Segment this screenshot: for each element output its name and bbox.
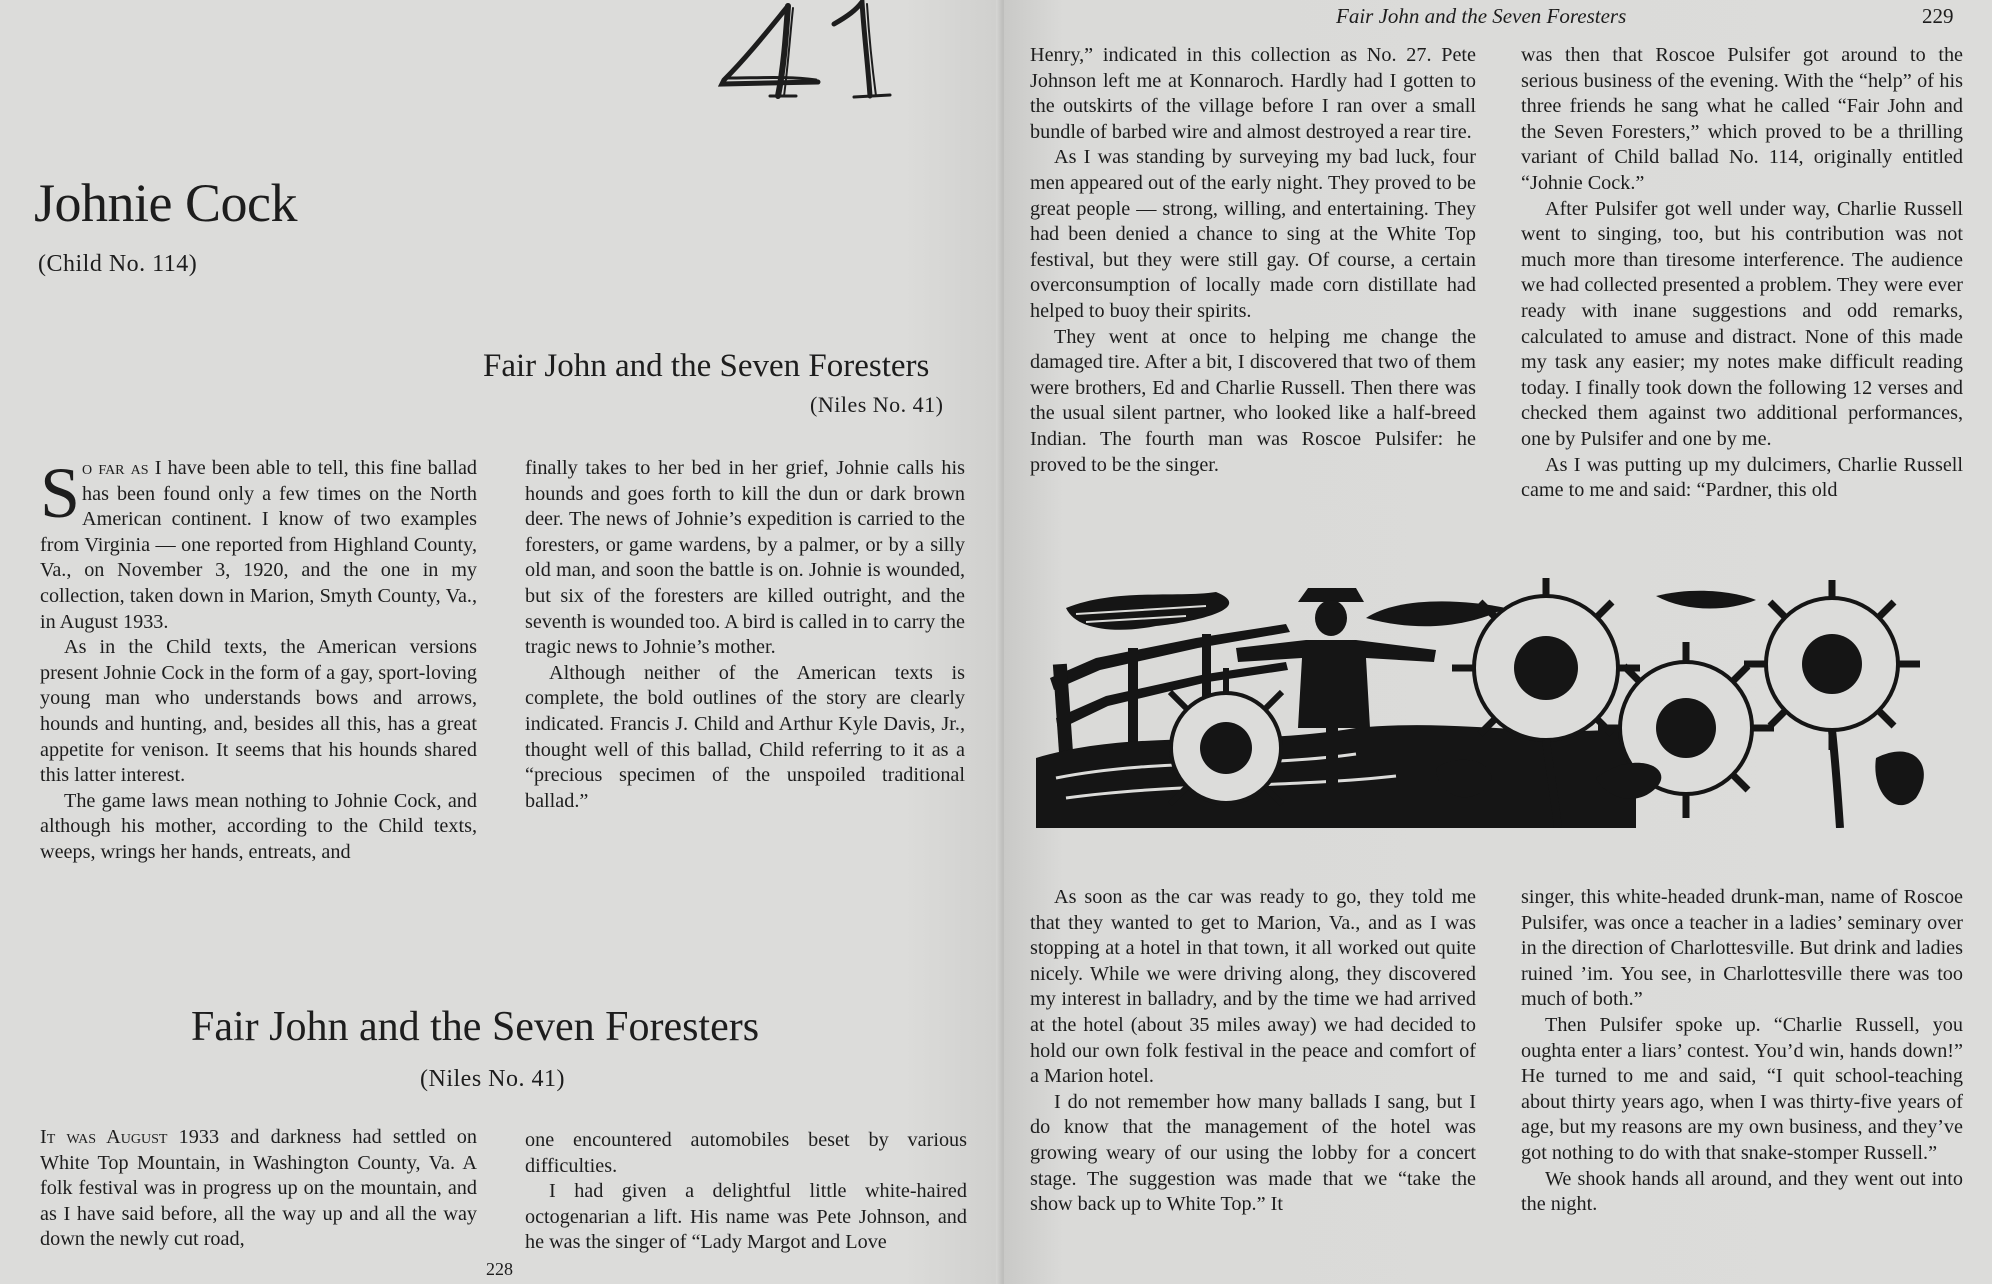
section-title-2: Fair John and the Seven Foresters <box>191 1004 760 1050</box>
sunflower-left <box>1146 668 1306 828</box>
top-column-2 <box>1521 43 1963 504</box>
paragraph: We shook hands all around, and they went out into the night. <box>1521 1167 1963 1216</box>
paragraph: was then that Roscoe Pulsifer got around to the serious business of the evening. With the “help” of his three friends he sang what he called “Fair John and the Seven Foresters,” which proved to be a thrilling variant of Child ballad No. 114, originally entitled “Johnie Cock.” <box>1521 44 1963 194</box>
top-column-1 <box>1030 43 1476 478</box>
paragraph: As I was standing by surveying my bad luck, four men appeared out of the early night. They proved to be great people — strong, willing, and entertaining. They had been denied a chance to sing at the White Top festival, but they were still gay. Of course, a certain overconsumption of locally made corn distillate had helped to buoy their spirits. <box>1030 146 1476 322</box>
section2-column-1 <box>40 1125 477 1253</box>
paragraph: I had given a delightful little white-haired octogenarian a lift. His name was Pete Johnson, and he was the singer of “Lady Margot and Love <box>525 1180 967 1254</box>
section1-column-2 <box>525 456 965 814</box>
paragraph: As I was putting up my dulcimers, Charlie Russell came to me and said: “Pardner, this old <box>1521 453 1963 502</box>
paragraph: singer, this white-headed drunk-man, name of Roscoe Pulsifer, was once a teacher in a ladies’ seminary over in the direction of Charlottesville. But drink and ladies ruined ’im. You see, in Charlottesville there was too much of both.” <box>1521 886 1963 1011</box>
section-title-1: Fair John and the Seven Foresters <box>483 348 930 384</box>
paragraph <box>40 1125 477 1253</box>
section-subtitle-2: (Niles No. 41) <box>420 1066 565 1092</box>
paragraph-text: I have been able to tell, this fine ballad has been found only a few times on the North American continent. I know of two examples from Virginia — one reported from Highland County, Va., on November 3, 1920, and the one in my collection, taken down in Marion, Smyth County, Va., in August 1933. <box>40 457 477 633</box>
paragraph: Henry,” indicated in this collection as No. 27. Pete Johnson left me at Konnaroch. Hardly had I gotten to the outskirts of the village before I ran over a small bundle of barbed wire and almost destroyed a rear tire. <box>1030 44 1476 143</box>
section2-column-2 <box>525 1128 967 1256</box>
bottom-column-2 <box>1521 885 1963 1218</box>
paragraph: Then Pulsifer spoke up. “Charlie Russell, you oughta enter a liars’ contest. You’d win, hands down!” He turned to me and said, “I quit school-teaching about thirty years ago, when I was thirty-five years of age, but my reasons are my own business, and they’ve got nothing to do with that snake-stomper Russell.” <box>1521 1013 1963 1164</box>
page-number: 228 <box>486 1259 513 1279</box>
paragraph: The game laws mean nothing to Johnie Cock, and although his mother, according to the Child texts, weeps, wrings her hands, entreats, and <box>40 789 477 863</box>
running-head: Fair John and the Seven Foresters <box>1336 4 1627 28</box>
paragraph-text: 1933 and darkness had settled on White Top Mountain, in Washington County, Va. A folk festival was in progress up on the mountain, and as I have said before, all the way up and all the way down the newly cut road, <box>40 1126 477 1251</box>
sky-clouds <box>1066 591 1756 630</box>
opening-small-caps: It was August <box>40 1126 168 1148</box>
chapter-number-41 <box>718 0 898 110</box>
chapter-title: Johnie Cock <box>34 173 297 233</box>
woodcut-illustration <box>1036 578 1936 828</box>
section1-column-1 <box>40 453 477 866</box>
paragraph: I do not remember how many ballads I sang, but I do know that the management of the hotel was growing weary of our using the lobby for a concert stage. The suggestion was made that we “take the show back up to White Top.” It <box>1030 1090 1476 1216</box>
paragraph: Although neither of the American texts is complete, the bold outlines of the story are clearly indicated. Francis J. Child and Arthur Kyle Davis, Jr., thought well of this ballad, Child referring to it as a “precious specimen of the unspoiled traditional ballad.” <box>525 661 965 812</box>
paragraph: As in the Child texts, the American versions present Johnie Cock in the form of a gay, sport-loving young man who understands bows and arrows, hounds and hunting, and, besides all this, has a great appetite for venison. It seems that his hounds shared this latter interest. <box>40 636 477 787</box>
opening-small-caps: o far as <box>82 457 149 479</box>
bottom-column-1 <box>1030 885 1476 1218</box>
paragraph: They went at once to helping me change the damaged tire. After a bit, I discovered that two of them were brothers, Ed and Charlie Russell. Then there was the usual silent partner, who looked like a half-breed Indian. The fourth man was Roscoe Pulsifer: he proved to be the singer. <box>1030 325 1476 476</box>
paragraph: finally takes to her bed in her grief, Johnie calls his hounds and goes forth to kill the dun or dark brown deer. The news of Johnie’s expedition is carried to the foresters, or game wardens, by a palmer, or by a silly old man, and soon the battle is on. Johnie is wounded, but six of the foresters are killed outright, and the seventh is wounded too. A bird is called in to carry the tragic news to Johnie’s mother. <box>525 457 965 659</box>
chapter-subtitle: (Child No. 114) <box>38 251 198 277</box>
paragraph: As soon as the car was ready to go, they told me that they wanted to get to Marion, Va., and as I was stopping at a hotel in that town, it all worked out quite nicely. While we were driving along, they discovered my interest in balladry, and by the time we had arrived at the hotel (about 35 miles away) we had decided to hold our own folk festival in the peace and comfort of a Marion hotel. <box>1030 886 1476 1088</box>
paragraph <box>40 453 477 635</box>
page-number: 229 <box>1922 4 1954 28</box>
section-subtitle-1: (Niles No. 41) <box>810 392 944 417</box>
drop-cap: S <box>40 453 81 533</box>
paragraph: one encountered automobiles beset by various difficulties. <box>525 1129 967 1177</box>
paragraph: After Pulsifer got well under way, Charlie Russell went to singing, too, but his contribution was not much more than tiresome interference. The audience we had collected presented a problem. They were ever ready with inane suggestions and odd remarks, calculated to amuse and distract. None of this made my task any easier; my notes make difficult reading today. I finally took down the following 12 verses and checked them against two additional performances, one by Pulsifer and one by me. <box>1521 197 1963 450</box>
